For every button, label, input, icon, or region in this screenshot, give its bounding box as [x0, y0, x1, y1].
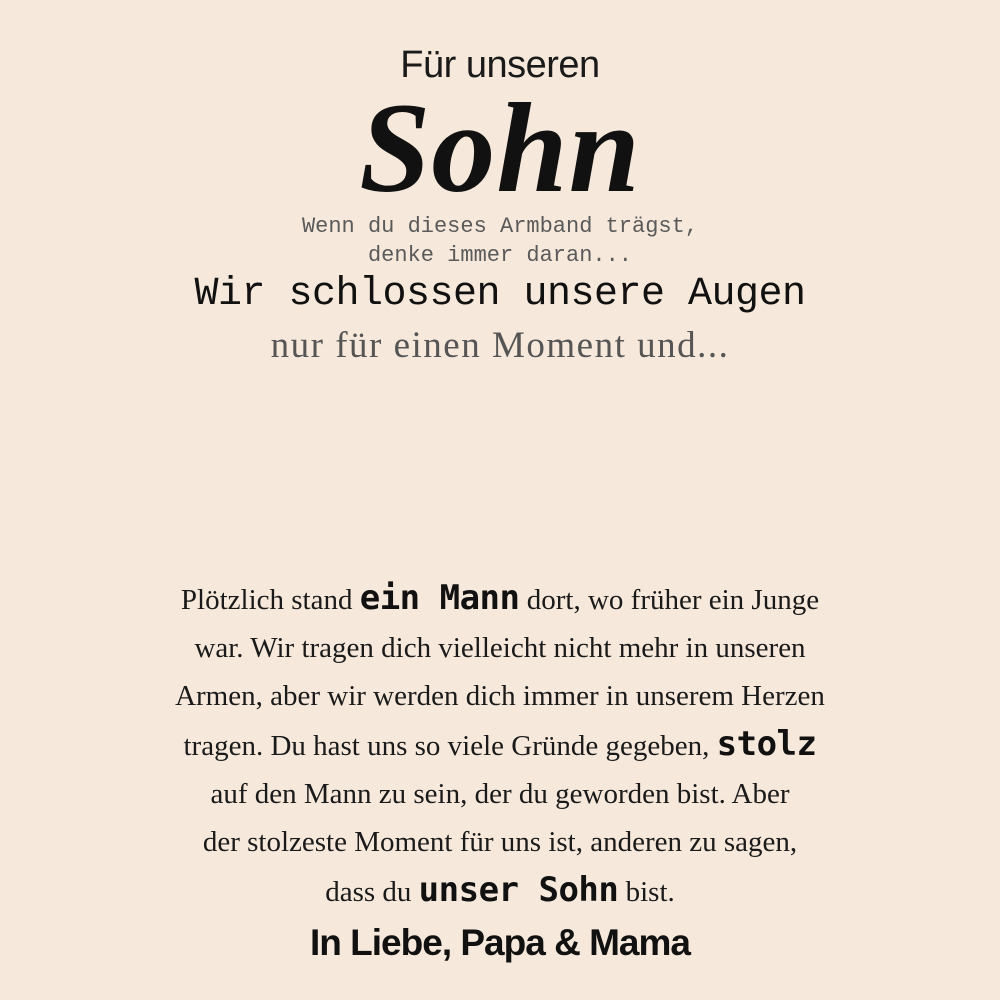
emphasis-ein-mann: ein Mann — [359, 578, 520, 618]
body-line-1 — [100, 574, 900, 624]
intro-line-2: denke immer daran... — [367, 243, 633, 268]
body-line-4 — [100, 720, 900, 770]
subline: nur für einen Moment und... — [270, 325, 730, 366]
body-line-7 — [100, 866, 900, 916]
pre-title: Für unseren — [400, 44, 600, 86]
body-line-4-start: tragen. Du hast uns so viele Gründe gegeben, — [183, 730, 717, 762]
body-line-7-start: dass du — [325, 876, 419, 908]
main-title: Sohn — [359, 77, 641, 219]
body-line-7-end: bist. — [618, 876, 675, 908]
emphasis-stolz: stolz — [716, 724, 817, 764]
body-line-1-start: Plötzlich stand — [180, 584, 360, 616]
body-line-1-end: dort, wo früher ein Junge — [519, 584, 820, 616]
body-line-5: auf den Mann zu sein, der du geworden bist. Aber — [210, 778, 790, 810]
signature: In Liebe, Papa & Mama — [310, 922, 690, 963]
body-line-6: der stolzeste Moment für uns ist, anderen zu sagen, — [202, 826, 798, 858]
emphasis-unser-sohn: unser Sohn — [418, 870, 619, 910]
intro-text — [0, 212, 1000, 270]
intro-line-1: Wenn du dieses Armband trägst, — [301, 214, 699, 239]
body-paragraph — [100, 574, 900, 916]
body-line-2: war. Wir tragen dich vielleicht nicht mehr in unseren — [194, 632, 806, 664]
body-line-3: Armen, aber wir werden dich immer in unserem Herzen — [175, 680, 825, 712]
headline: Wir schlossen unsere Augen — [194, 272, 806, 317]
